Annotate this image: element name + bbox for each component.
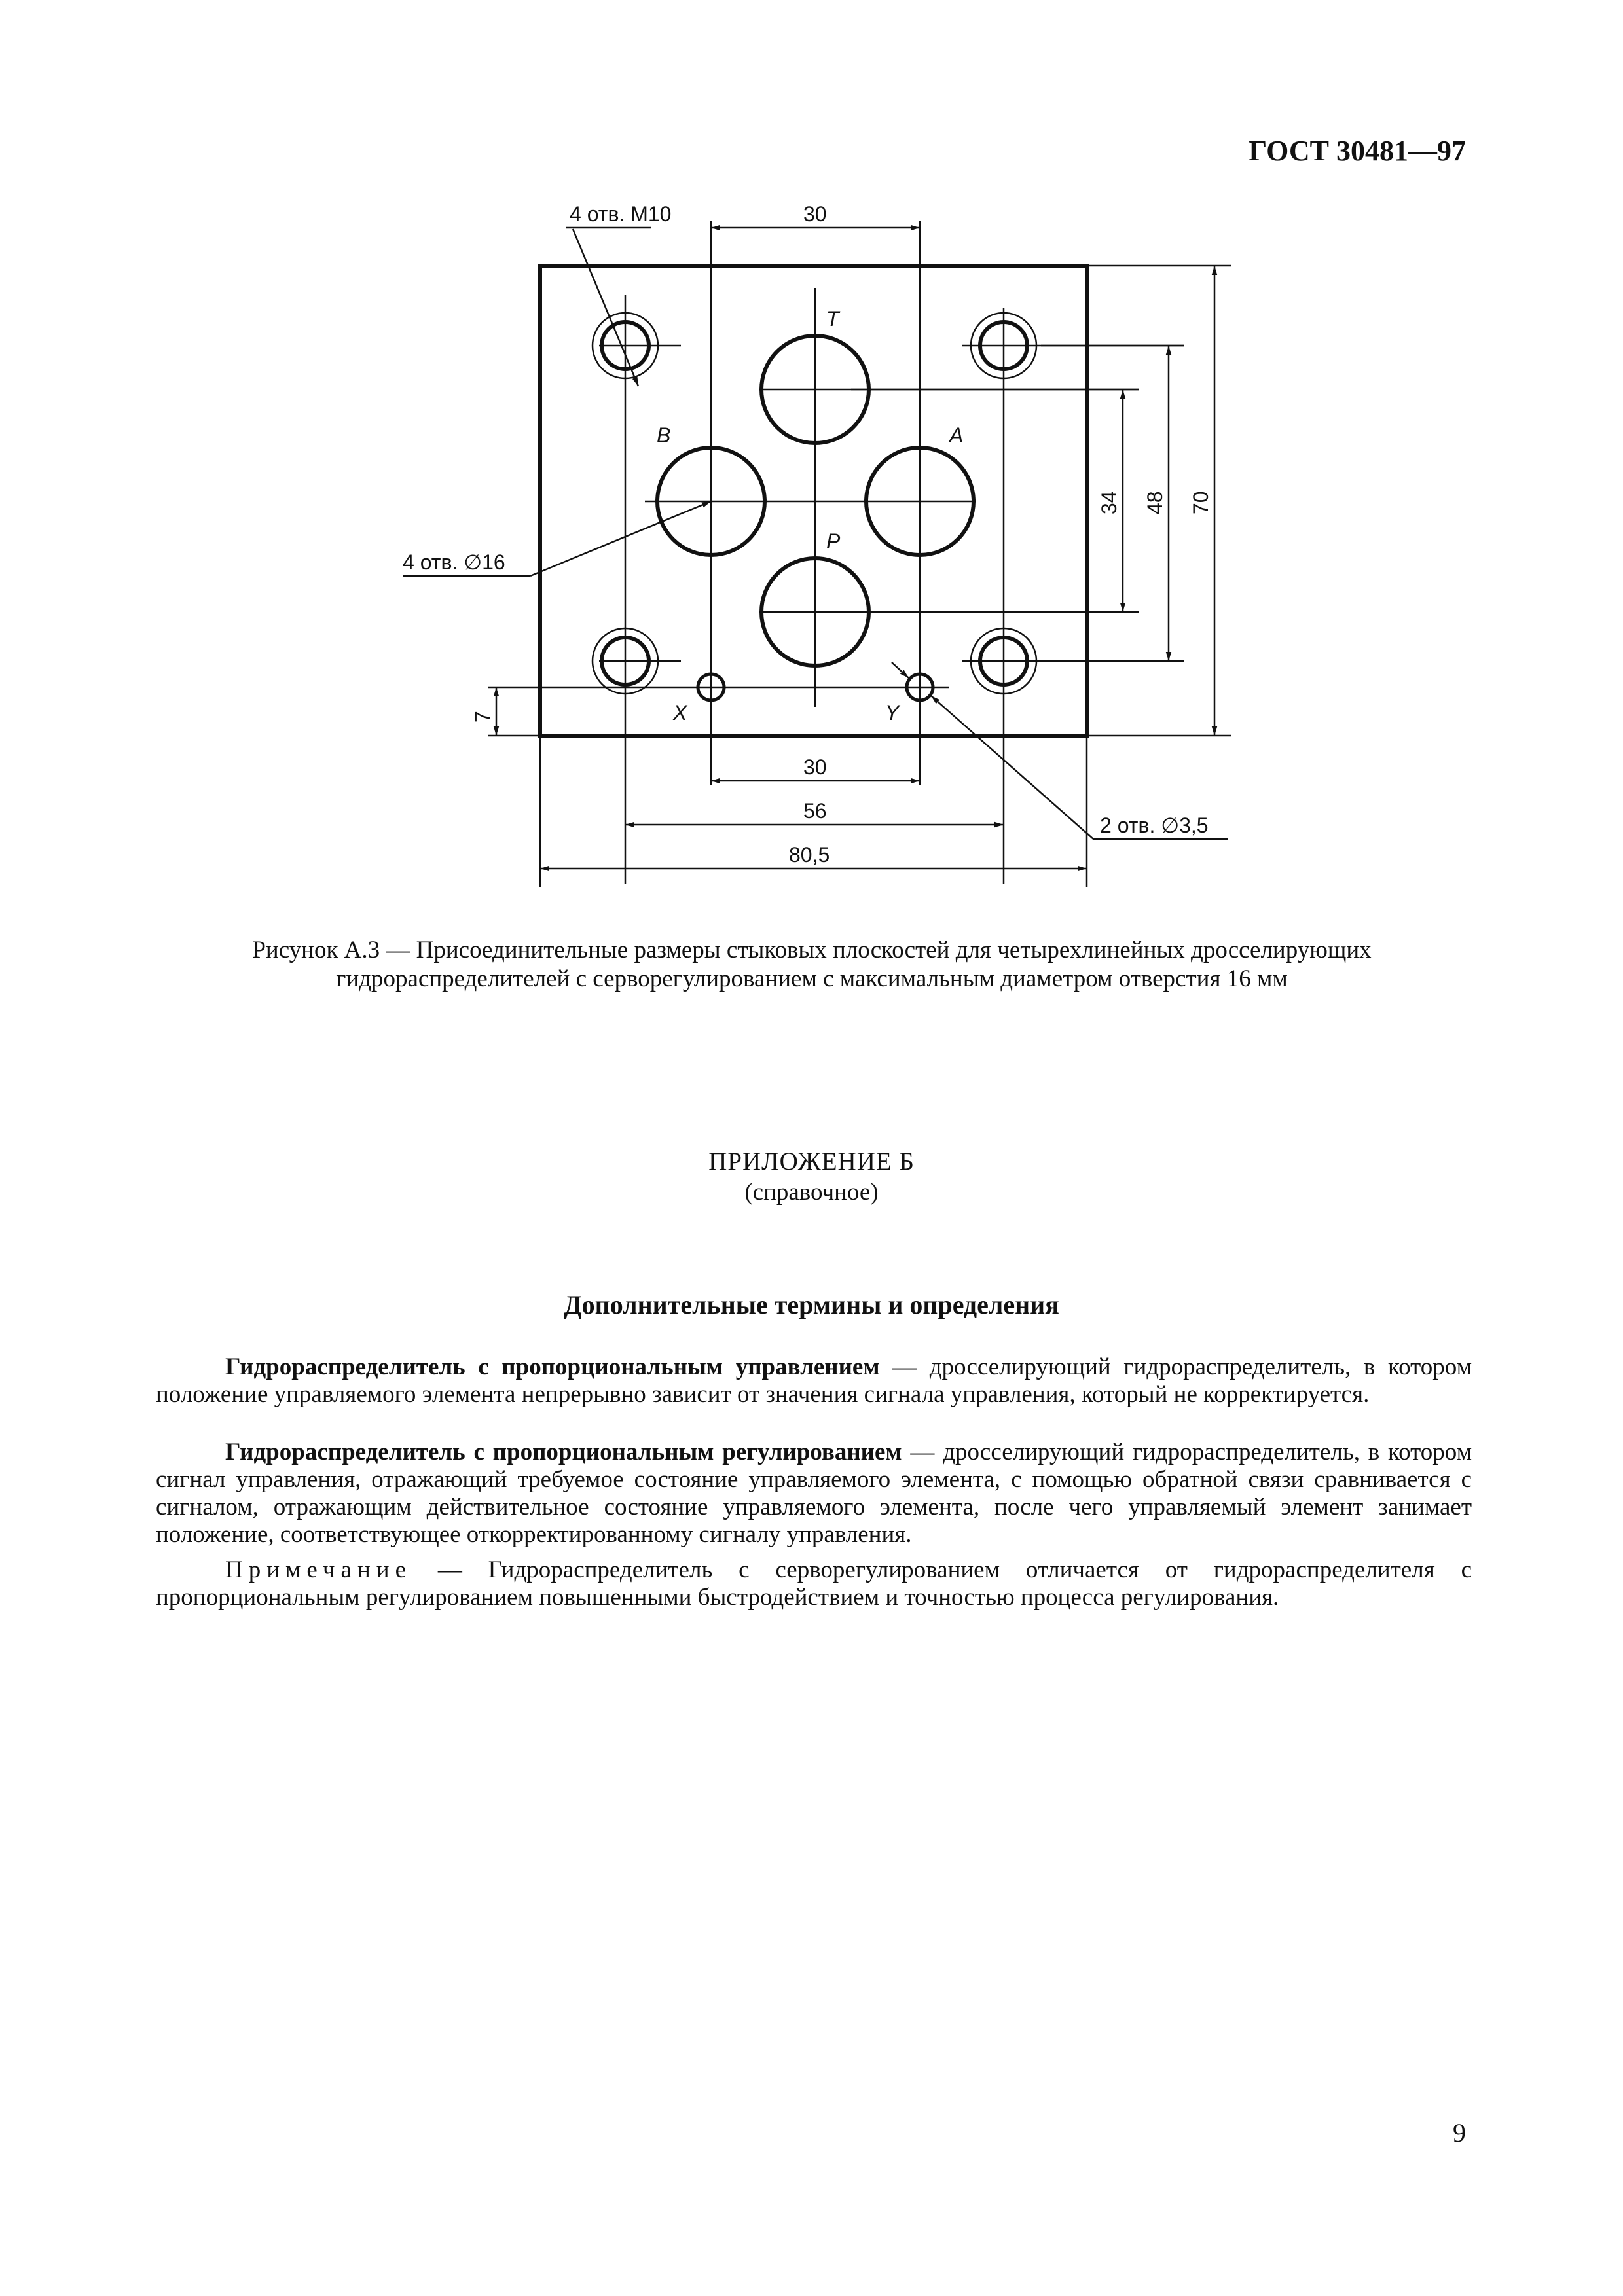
port-y-label: Y — [885, 701, 900, 725]
note-label: Примечание — [225, 1556, 412, 1583]
port-a-label: A — [949, 423, 964, 447]
note-text: — Гидрораспределитель с серворегулированием отличается от гидрораспределителя с пропорциональным регулированием повышенными быстродействием и точностью процесса регулирования. — [156, 1556, 1472, 1611]
definition-1: — дросселирующий гидрораспределитель, в котором положение управляемого элемента непрерывно зависит от значения сигнала управления, который не корректируется. — [156, 1354, 1472, 1408]
label-d3-5-holes: 2 отв. ∅3,5 — [1100, 814, 1209, 837]
port-t-label: T — [826, 307, 839, 331]
section-title: Дополнительные термины и определения — [564, 1290, 1059, 1319]
leader-d3-5 — [931, 696, 1093, 839]
label-m10-holes: 4 отв. М10 — [570, 202, 672, 226]
note-paragraph — [156, 1556, 1472, 1611]
label-d16-holes: 4 отв. ∅16 — [403, 550, 505, 574]
figure-caption — [170, 936, 1453, 994]
dim-bottom-30: 30 — [803, 755, 827, 779]
port-x-label: X — [673, 701, 687, 725]
port-b-label: B — [657, 423, 671, 447]
technical-drawing — [0, 0, 1623, 929]
dim-48: 48 — [1143, 491, 1167, 514]
definition-paragraph-1 — [156, 1354, 1472, 1408]
dim-70: 70 — [1189, 491, 1213, 514]
leader-d16 — [530, 501, 711, 576]
figure-caption-line-2: гидрораспределителей с серворегулированием с максимальным диаметром отверстия 16 мм — [336, 965, 1288, 992]
dim-34: 34 — [1097, 491, 1121, 514]
port-p-label: P — [826, 529, 841, 553]
term-2: Гидрораспределитель с пропорциональным регулированием — [225, 1439, 902, 1465]
leader-m10 — [573, 229, 638, 386]
document-standard-number: ГОСТ 30481—97 — [1249, 135, 1466, 167]
figure-caption-line-1: Рисунок А.3 — Присоединительные размеры стыковых плоскостей для четырехлинейных дросселирующих — [252, 937, 1372, 963]
term-1: Гидрораспределитель с пропорциональным управлением — [225, 1354, 880, 1380]
definition-paragraph-2 — [156, 1439, 1472, 1549]
dim-80-5: 80,5 — [789, 843, 830, 867]
definition-2: — дросселирующий гидрораспределитель, в котором сигнал управления, отражающий требуемое состояние управляемого элемента, с помощью обратной связи сравнивается с сигналом, отражающим действительное состояние управляемого элемента, после чего управляемый элемент занимает положение, соответствующее откорректированному сигналу управления. — [156, 1439, 1472, 1548]
appendix-title: ПРИЛОЖЕНИЕ Б — [708, 1147, 915, 1175]
page-number: 9 — [1453, 2118, 1466, 2147]
appendix-subtitle: (справочное) — [744, 1179, 879, 1206]
dim-7: 7 — [471, 711, 494, 723]
dim-56: 56 — [803, 799, 827, 823]
dim-top-30: 30 — [803, 202, 827, 226]
